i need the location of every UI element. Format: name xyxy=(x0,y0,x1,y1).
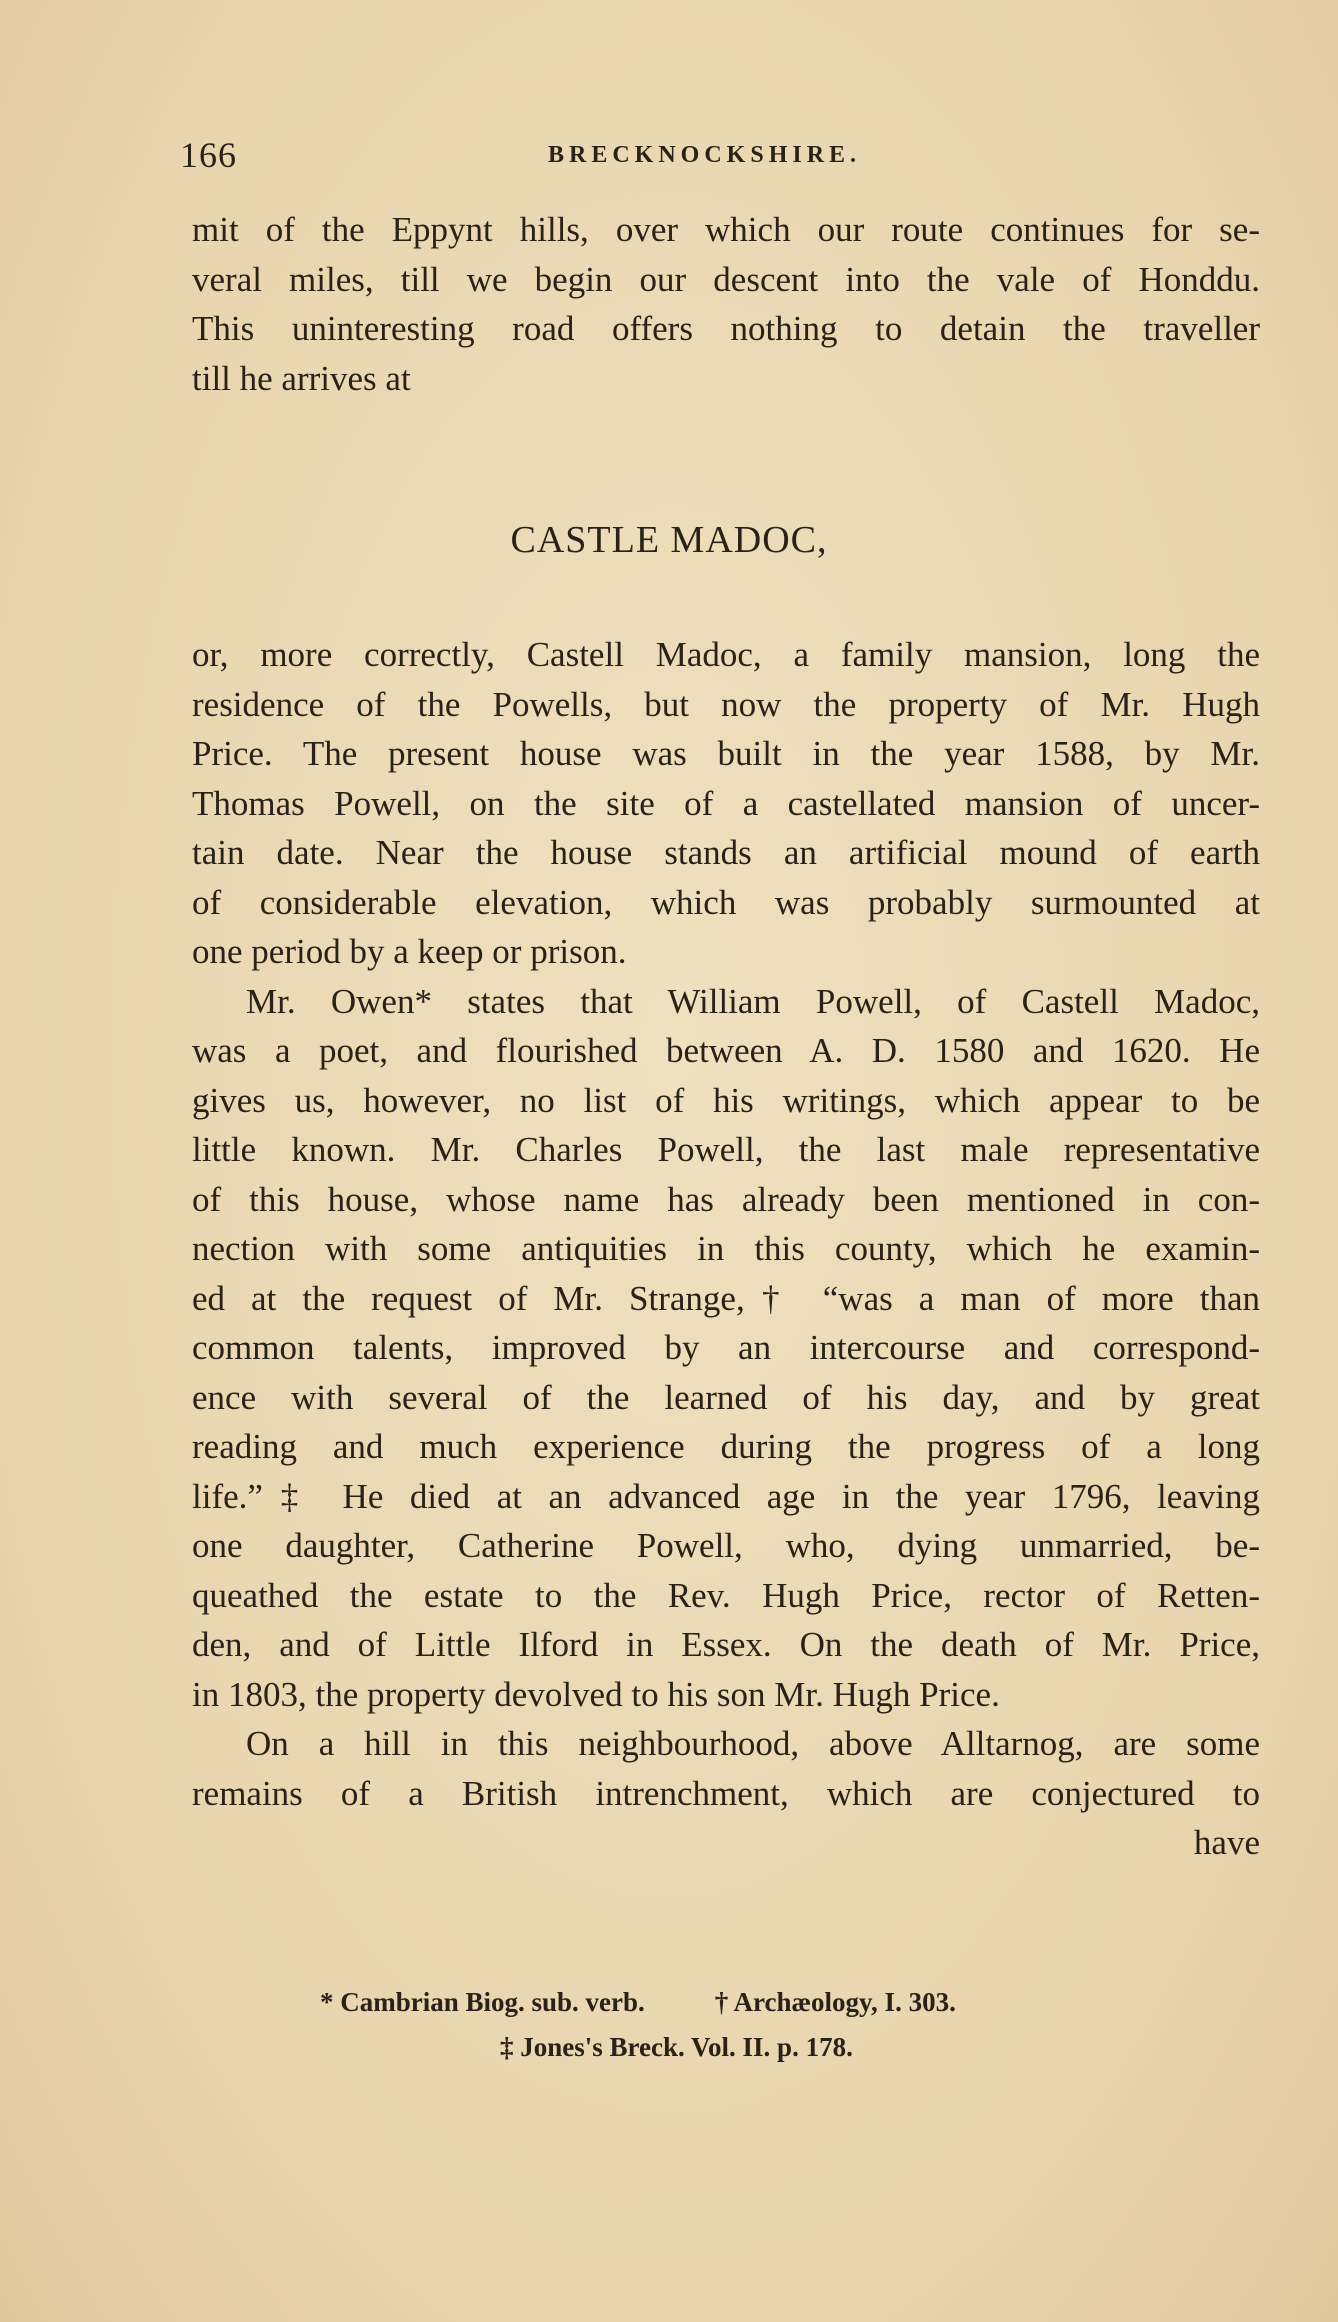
text-line: Thomas Powell, on the site of a castellated mansion of uncer- xyxy=(192,783,1260,823)
text-line: Price. The present house was built in the year 1588, by Mr. xyxy=(192,734,1260,773)
main-text xyxy=(192,630,1260,1868)
text-line: tain date. Near the house stands an artificial mound of earth xyxy=(192,833,1260,872)
text-line: in 1803, the property devolved to his son Mr. Hugh Price. xyxy=(192,1674,1000,1714)
text-line: reading and much experience during the progress of a long xyxy=(192,1427,1260,1466)
text-line: queathed the estate to the Rev. Hugh Price, rector of Retten- xyxy=(192,1575,1260,1615)
catchword: have xyxy=(1193,1823,1260,1862)
footnote-owen: * Cambrian Biog. sub. verb. xyxy=(320,1987,645,2017)
text-line: gives us, however, no list of his writings, which appear to be xyxy=(192,1080,1260,1120)
text-line: mit of the Eppynt hills, over which our route continues for se- xyxy=(192,210,1260,249)
text-line: On a hill in this neighbourhood, above Alltarnog, are some xyxy=(246,1724,1260,1763)
footnote-row xyxy=(320,1980,1180,2025)
text-line: of this house, whose name has already been mentioned in con- xyxy=(192,1179,1260,1219)
text-line: ed at the request of Mr. Strange,† “was a man of more than xyxy=(192,1278,1260,1318)
text-line: little known. Mr. Charles Powell, the last male representative xyxy=(192,1130,1260,1169)
running-head: BRECKNOCKSHIRE. xyxy=(548,142,862,168)
text-line: nection with some antiquities in this county, which he examin- xyxy=(192,1229,1260,1268)
text-line: veral miles, till we begin our descent into the vale of Honddu. xyxy=(192,259,1260,299)
text-line: of considerable elevation, which was probably surmounted at xyxy=(192,882,1260,922)
page-number: 166 xyxy=(180,135,237,175)
text-line: ence with several of the learned of his day, and by great xyxy=(192,1377,1260,1417)
text-line: Mr. Owen* states that William Powell, of Castell Madoc, xyxy=(246,981,1260,1021)
text-line: den, and of Little Ilford in Essex. On the death of Mr. Price, xyxy=(192,1625,1260,1664)
footnote-archaeology: † Archæology, I. 303. xyxy=(714,1987,956,2017)
text-line: common talents, improved by an intercourse and correspond- xyxy=(192,1328,1260,1367)
page-header xyxy=(180,134,1260,174)
text-line: one daughter, Catherine Powell, who, dying unmarried, be- xyxy=(192,1526,1260,1565)
text-line: one period by a keep or prison. xyxy=(192,932,627,971)
text-line: remains of a British intrenchment, which are conjectured to xyxy=(192,1773,1260,1813)
text-line: till he arrives at xyxy=(192,358,411,398)
footnote-row xyxy=(320,2025,1180,2070)
intro-paragraph xyxy=(192,205,1260,403)
text-line: was a poet, and flourished between A. D. 1580 and 1620. He xyxy=(192,1031,1260,1070)
section-heading: CASTLE MADOC, xyxy=(510,519,828,561)
footnotes xyxy=(320,1980,1180,2070)
footnote-jones: ‡ Jones's Breck. Vol. II. p. 178. xyxy=(500,2032,853,2062)
text-line: This uninteresting road offers nothing to detain the traveller xyxy=(192,309,1260,348)
text-line: residence of the Powells, but now the property of Mr. Hugh xyxy=(192,684,1260,724)
text-line: life.”‡ He died at an advanced age in the year 1796, leaving xyxy=(192,1476,1260,1516)
text-line: or, more correctly, Castell Madoc, a family mansion, long the xyxy=(192,635,1260,674)
